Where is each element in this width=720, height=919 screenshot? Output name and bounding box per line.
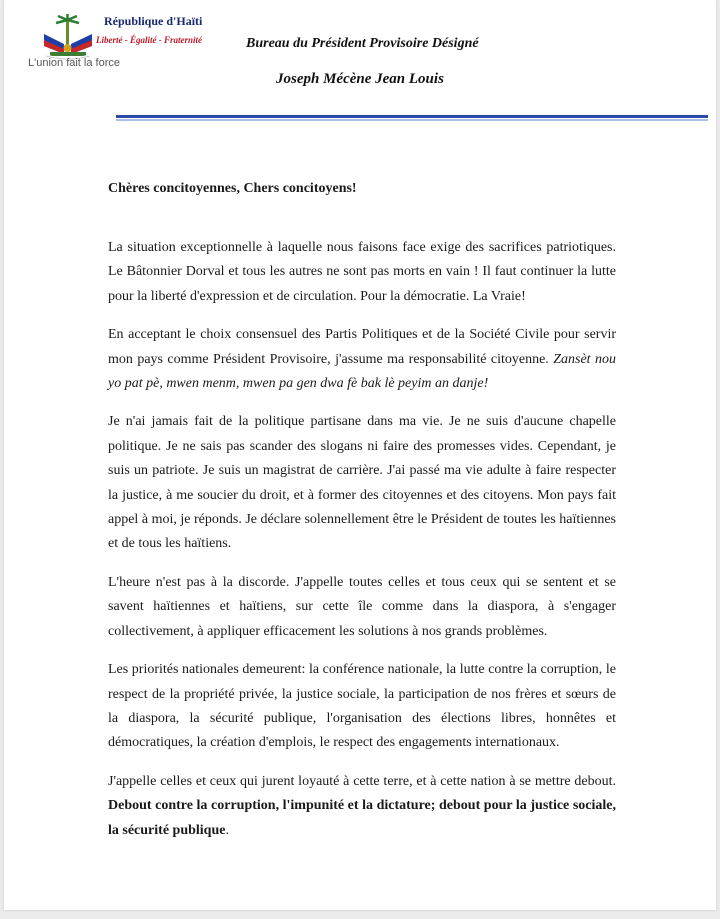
paragraph-2-creole-quote: Zansèt nou yo pat pè, mwen menm, mwen pa gen dwa fè bak lè peyim an danje! — [108, 351, 616, 392]
republic-motto: Liberté - Égalité - Fraternité — [96, 35, 202, 45]
office-title: Bureau du Président Provisoire Désigné — [246, 36, 479, 51]
paragraph-2-text: En acceptant le choix consensuel des Partis Politiques et de la Société Civile pour servir mon pays comme Président Provisoire, j'assume ma responsabilité citoyenne. — [108, 327, 616, 367]
coat-of-arms-icon — [40, 14, 96, 60]
paragraph-3: Je n'ai jamais fait de la politique partisane dans ma vie. Je ne suis d'aucune chapelle politique. Je ne sais pas scander des slogans ni faire des promesses vides. Cependant, je suis un patriote. Je suis un magistrat de carrière. J'ai passé ma vie adulte à faire respecter la justice, à me soucier du droit, et à former des citoyennes et des citoyens. Mon pays fait appel à moi, je réponds. Je déclare solennellement être le Président de toutes les haïtiennes et de tous les haïtiens. — [108, 414, 616, 552]
paragraph-6 — [108, 770, 616, 843]
header-divider — [116, 115, 708, 118]
paragraph-2 — [108, 323, 616, 396]
paragraph-6-end: . — [225, 822, 229, 838]
paragraph-1: La situation exceptionnelle à laquelle nous faisons face exige des sacrifices patriotiques. Le Bâtonnier Dorval et tous les autres ne sont pas morts en vain ! Il faut continuer la lutte pour la liberté d'expression et de circulation. Pour la démocratie. La Vraie! — [108, 240, 616, 304]
republic-union-motto: L'union fait la force — [28, 57, 120, 69]
header-divider-light — [116, 119, 708, 121]
paragraph-6-text: J'appelle celles et ceux qui jurent loyauté à cette terre, et à cette nation à se mettre debout. — [108, 773, 616, 789]
letter-page — [4, 0, 716, 910]
paragraph-6-bold-call: Debout contre la corruption, l'impunité et la dictature; debout pour la justice sociale, la sécurité publique — [108, 798, 616, 838]
president-name: Joseph Mécène Jean Louis — [276, 71, 444, 87]
republic-name: République d'Haïti — [104, 14, 203, 28]
paragraph-4: L'heure n'est pas à la discorde. J'appelle toutes celles et tous ceux qui se sentent et se savent haïtiennes et haïtiens, sur cette île comme dans la diaspora, à s'engager collectivement, à appliquer efficacement les solutions à nos grands problèmes. — [108, 574, 616, 639]
letter-body — [108, 178, 616, 857]
paragraph-5: Les priorités nationales demeurent: la conférence nationale, la lutte contre la corruption, le respect de la propriété privée, la justice sociale, la participation de nos frères et sœurs de la diaspora, la sécurité publique, l'organisation des élections libres, honnêtes et démocratiques, la création d'emplois, le respect des engagements internationaux. — [108, 662, 616, 751]
greeting: Chères concitoyennes, Chers concitoyens! — [108, 181, 357, 196]
republic-logo — [26, 8, 201, 70]
